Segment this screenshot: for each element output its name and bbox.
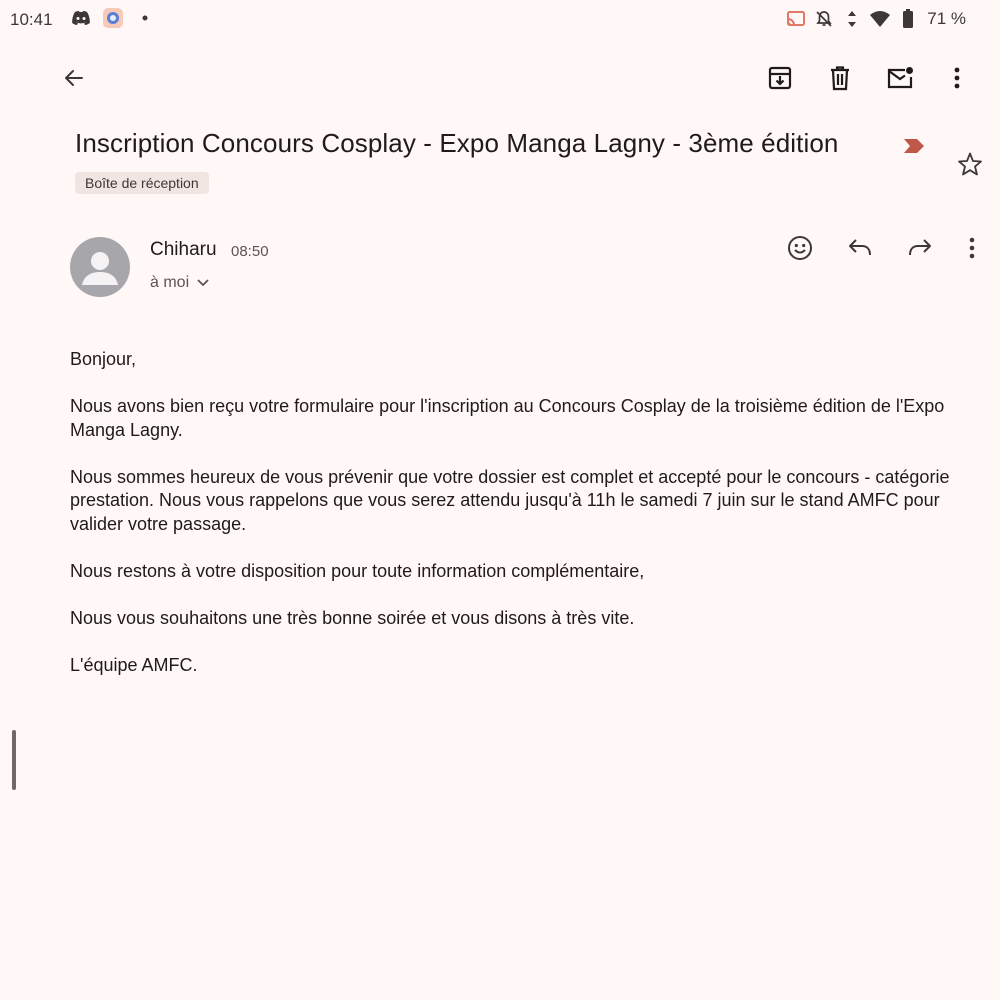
sent-time: 08:50 <box>231 243 269 260</box>
star-button[interactable] <box>948 142 992 186</box>
mark-unread-icon <box>886 66 914 90</box>
status-bar <box>0 0 1000 40</box>
body-paragraph: Nous restons à votre disposition pour toute information complémentaire, <box>70 560 645 581</box>
body-paragraph: Nous vous souhaitons une très bonne soirée et vous disons à très vite. <box>70 607 635 628</box>
more-options-button[interactable] <box>935 56 979 100</box>
body-paragraph: Bonjour, <box>70 349 137 369</box>
body-paragraph: Nous sommes heureux de vous prévenir que votre dossier est complet et accepté pour le concours - catégorie prestation. Nous vous rappelons que vous serez attendu jusqu'à 11h le samedi 7 juin sur le stand AMFC pour valider votre passage. <box>70 466 950 534</box>
forward-button[interactable] <box>898 226 942 270</box>
inbox-label-chip[interactable]: Boîte de réception <box>75 172 209 194</box>
delete-icon <box>828 65 852 91</box>
discord-icon <box>70 7 92 29</box>
star-icon <box>957 151 983 177</box>
body-paragraph: L'équipe AMFC. <box>70 654 198 675</box>
body-paragraph: Nous avons bien reçu votre formulaire pour l'inscription au Concours Cosplay de la troisième édition de l'Expo Manga Lagny. <box>70 396 945 440</box>
recipient-details-toggle[interactable] <box>150 274 209 292</box>
recipient-label: à moi <box>150 274 190 291</box>
avatar[interactable] <box>70 237 130 297</box>
status-left-icons <box>70 7 156 29</box>
reply-button[interactable] <box>838 226 882 270</box>
emoji-reaction-icon <box>787 235 813 261</box>
archive-icon <box>767 65 793 91</box>
toolbar <box>0 50 1000 106</box>
scroll-handle[interactable] <box>12 730 16 790</box>
back-button[interactable] <box>52 56 96 100</box>
add-reaction-button[interactable] <box>778 226 822 270</box>
archive-button[interactable] <box>758 56 802 100</box>
importance-marker-icon <box>903 138 925 159</box>
battery-icon <box>897 8 919 30</box>
notification-dot-icon <box>134 7 156 29</box>
chevron-down-icon <box>197 279 209 287</box>
wifi-icon <box>869 8 891 30</box>
message-more-button[interactable] <box>950 226 994 270</box>
data-arrows-icon <box>841 8 863 30</box>
notifications-off-icon <box>813 8 835 30</box>
status-right-icons <box>785 8 966 30</box>
app-badge-icon <box>102 7 124 29</box>
email-body <box>70 348 960 701</box>
status-time: 10:41 <box>10 10 53 29</box>
mark-unread-button[interactable] <box>878 56 922 100</box>
forward-icon <box>907 237 933 259</box>
more-vert-icon <box>954 67 960 89</box>
more-vert-icon <box>969 237 975 259</box>
email-subject: Inscription Concours Cosplay - Expo Manga Lagny - 3ème édition <box>75 128 839 158</box>
back-arrow-icon <box>62 66 86 90</box>
person-icon <box>70 237 130 297</box>
battery-percentage: 71 % <box>927 9 966 28</box>
reply-icon <box>847 237 873 259</box>
sender-name: Chiharu <box>150 239 217 260</box>
delete-button[interactable] <box>818 56 862 100</box>
cast-icon <box>785 8 807 30</box>
